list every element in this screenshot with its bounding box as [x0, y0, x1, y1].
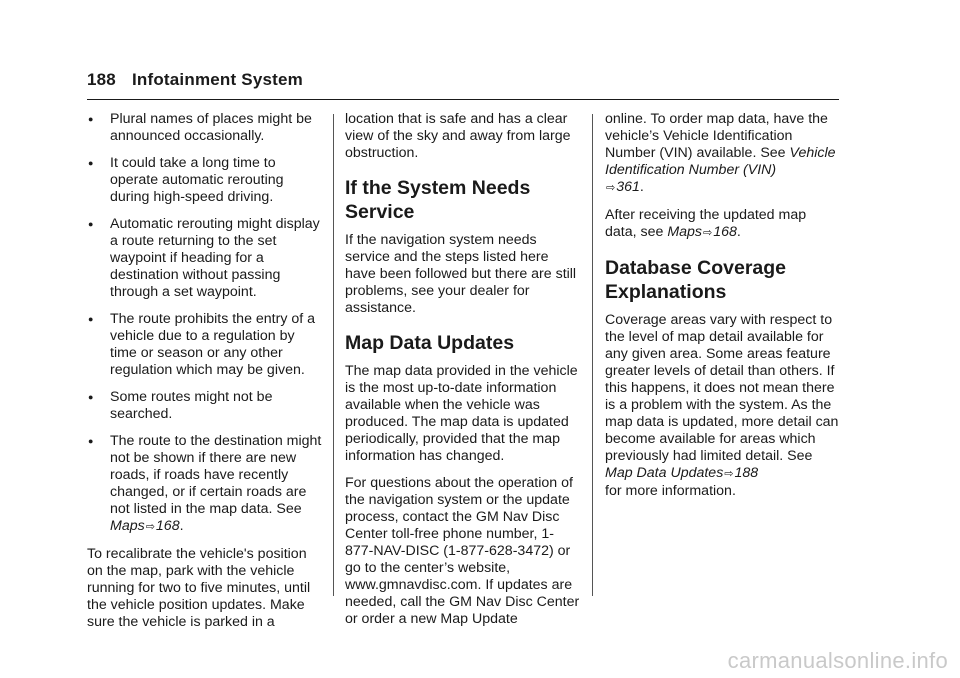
heading-database-coverage: Database Coverage Explanations	[605, 257, 787, 303]
page-ref-arrow-icon: ⇨	[606, 182, 616, 194]
page-ref-number[interactable]: 168	[713, 224, 737, 240]
section-title: Infotainment System	[131, 70, 303, 89]
heading-map-data-updates: Map Data Updates	[345, 332, 515, 354]
bullet-marker: ●	[88, 392, 94, 402]
bullet-text: Some routes might not be searched.	[110, 389, 273, 422]
column-divider	[592, 114, 593, 596]
heading-service: If the System Needs Service	[345, 177, 531, 223]
bullet-text: Automatic rerouting might display a route returning to the set waypoint if heading for a destination without passing through a set waypoint.	[110, 216, 320, 300]
coverage-end: for more information.	[605, 483, 736, 499]
bullet-body: The route to the destination might not be shown if there are new roads, if roads have recently changed, or if certain roads are not listed in the map data. See	[110, 433, 322, 517]
list-item	[87, 433, 323, 536]
bullet-text: The route to the destination might not be shown if there are new roads, if roads have recently changed, or if certain roads are not listed in the map data. See Maps⇨168.	[110, 433, 322, 534]
order-paragraph: online. To order map data, have the vehicle’s Vehicle Identification Number (VIN) available. See Vehicle Identification Number (VIN) ⇨361.	[605, 111, 836, 195]
bullet-marker: ●	[88, 158, 94, 168]
list-item	[87, 389, 323, 423]
coverage-text: Coverage areas vary with respect to the level of map detail available for any given area. Some areas feature greater levels of detail than others. If this happens, it does not mean there is a problem with the system. As the map data is updated, more detail can become available for areas which previously had limited detail. See	[605, 312, 839, 464]
recalibrate-paragraph: To recalibrate the vehicle's position on the map, park with the vehicle running for two to five minutes, until the vehicle position updates. Make sure the vehicle is parked in a	[87, 546, 311, 630]
bullet-marker: ●	[88, 314, 94, 324]
coverage-paragraph	[605, 312, 841, 500]
page-ref-arrow-icon: ⇨	[703, 227, 713, 239]
header-rule	[87, 99, 839, 100]
map-data-updates-link[interactable]: Map Data Updates	[605, 465, 724, 481]
bullet-text: Plural names of places might be announced occasionally.	[110, 111, 312, 144]
list-item	[87, 155, 323, 206]
continued-paragraph: location that is safe and has a clear view of the sky and away from large obstruction.	[345, 111, 571, 161]
page-header	[87, 70, 303, 90]
after-paragraph: After receiving the updated map data, see Maps⇨168.	[605, 207, 807, 240]
map-data-paragraph: The map data provided in the vehicle is the most up-to-date information available when the vehicle was produced. The map data is updated periodically, provided that the map information has changed.	[345, 363, 578, 464]
page-ref-number[interactable]: 168	[155, 518, 180, 534]
order-text: online. To order map data, have the vehicle’s Vehicle Identification Number (VIN) available. See	[605, 111, 828, 161]
bullet-marker: ●	[88, 219, 94, 229]
page-ref-number[interactable]: 188	[734, 465, 759, 481]
after-text: After receiving the updated map data, see	[605, 207, 807, 240]
bullet-text: It could take a long time to operate automatic rerouting during high-speed driving.	[110, 155, 284, 205]
page-ref-arrow-icon: ⇨	[724, 468, 734, 480]
bullet-marker: ●	[88, 114, 94, 124]
page-ref-number[interactable]: 361	[616, 179, 640, 195]
watermark: carmanualsonline.info	[727, 648, 948, 673]
page-ref-arrow-icon: ⇨	[145, 521, 155, 533]
column-2	[345, 111, 581, 638]
vin-link[interactable]: Vehicle Identification Number (VIN)	[605, 145, 836, 178]
maps-link[interactable]: Maps	[667, 224, 703, 240]
bullet-marker: ●	[88, 436, 94, 446]
service-paragraph: If the navigation system needs service and the steps listed here have been followed but there are still problems, see your dealer for assistance.	[345, 232, 577, 316]
list-item	[87, 216, 323, 301]
maps-link[interactable]: Maps	[110, 518, 145, 534]
column-1	[87, 111, 323, 641]
contact-paragraph: For questions about the operation of the navigation system or the update process, contact the GM Nav Disc Center toll-free phone number, 1-877-NAV-DISC (1-877-628-3472) or go to the center’s website, www.gmnavdisc.com. If updates are needed, call the GM Nav Disc Center or order a new Map Update	[345, 475, 580, 627]
column-divider	[333, 114, 334, 596]
page-number: 188	[87, 70, 116, 89]
bullet-text: The route prohibits the entry of a vehicle due to a regulation by time or season or any other regulation which may be given.	[110, 311, 316, 378]
list-item	[87, 311, 323, 379]
list-item	[87, 111, 323, 145]
column-3	[605, 111, 841, 510]
